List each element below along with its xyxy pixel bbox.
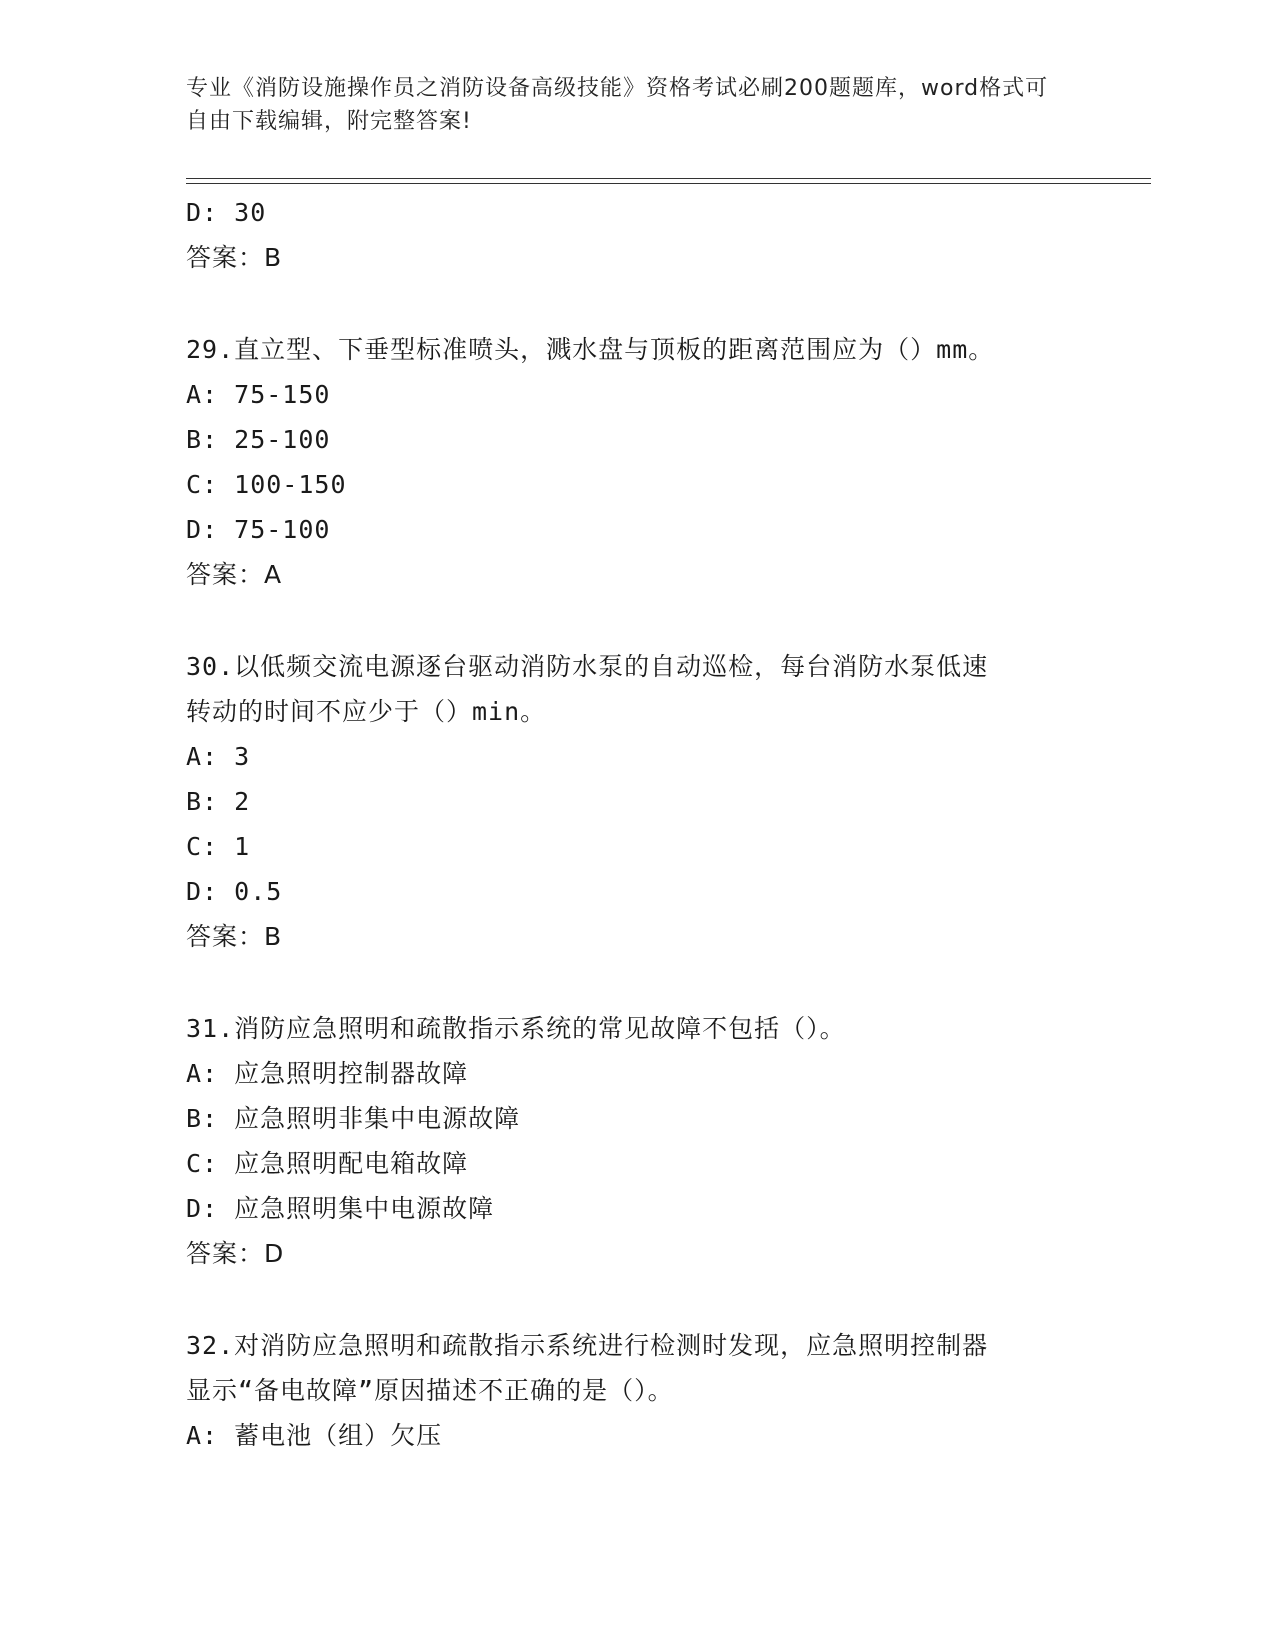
question-32 (186, 1323, 1126, 1458)
header-divider-bottom (186, 183, 1151, 184)
option-d: D: 30 (186, 198, 267, 227)
option-b: B: 应急照明非集中电源故障 (186, 1104, 521, 1133)
answer-line: 答案：A (186, 560, 283, 589)
option-d: D: 75-100 (186, 515, 331, 544)
option-b: B: 2 (186, 787, 251, 816)
question-stem: 31.消防应急照明和疏散指示系统的常见故障不包括（）。 (186, 1014, 846, 1043)
option-b: B: 25-100 (186, 425, 331, 454)
question-stem-continued: 转动的时间不应少于（）min。 (186, 697, 547, 726)
question-stem: 29.直立型、下垂型标准喷头，溅水盘与顶板的距离范围应为（）mm。 (186, 335, 995, 364)
question-stem: 32.对消防应急照明和疏散指示系统进行检测时发现，应急照明控制器 (186, 1331, 989, 1360)
question-stem-continued: 显示“备电故障”原因描述不正确的是（）。 (186, 1376, 674, 1405)
question-29 (186, 327, 1126, 597)
option-a: A: 应急照明控制器故障 (186, 1059, 469, 1088)
question-30 (186, 644, 1126, 959)
option-c: C: 100-150 (186, 470, 347, 499)
option-a: A: 3 (186, 742, 251, 771)
question-31 (186, 1006, 1126, 1276)
option-c: C: 1 (186, 832, 251, 861)
document-header: 专业《消防设施操作员之消防设备高级技能》资格考试必刷200题题库，word格式可自由下载编辑，附完整答案! (186, 76, 1049, 134)
answer-line: 答案：B (186, 243, 283, 272)
option-d: D: 0.5 (186, 877, 283, 906)
answer-line: 答案：D (186, 1239, 285, 1268)
option-c: C: 应急照明配电箱故障 (186, 1149, 469, 1178)
answer-line: 答案：B (186, 922, 283, 951)
question-content (186, 190, 1126, 1458)
header-divider-top (186, 178, 1151, 179)
option-a: A: 蓄电池（组）欠压 (186, 1421, 443, 1450)
question-stem: 30.以低频交流电源逐台驱动消防水泵的自动巡检，每台消防水泵低速 (186, 652, 989, 681)
option-a: A: 75-150 (186, 380, 331, 409)
option-d: D: 应急照明集中电源故障 (186, 1194, 495, 1223)
